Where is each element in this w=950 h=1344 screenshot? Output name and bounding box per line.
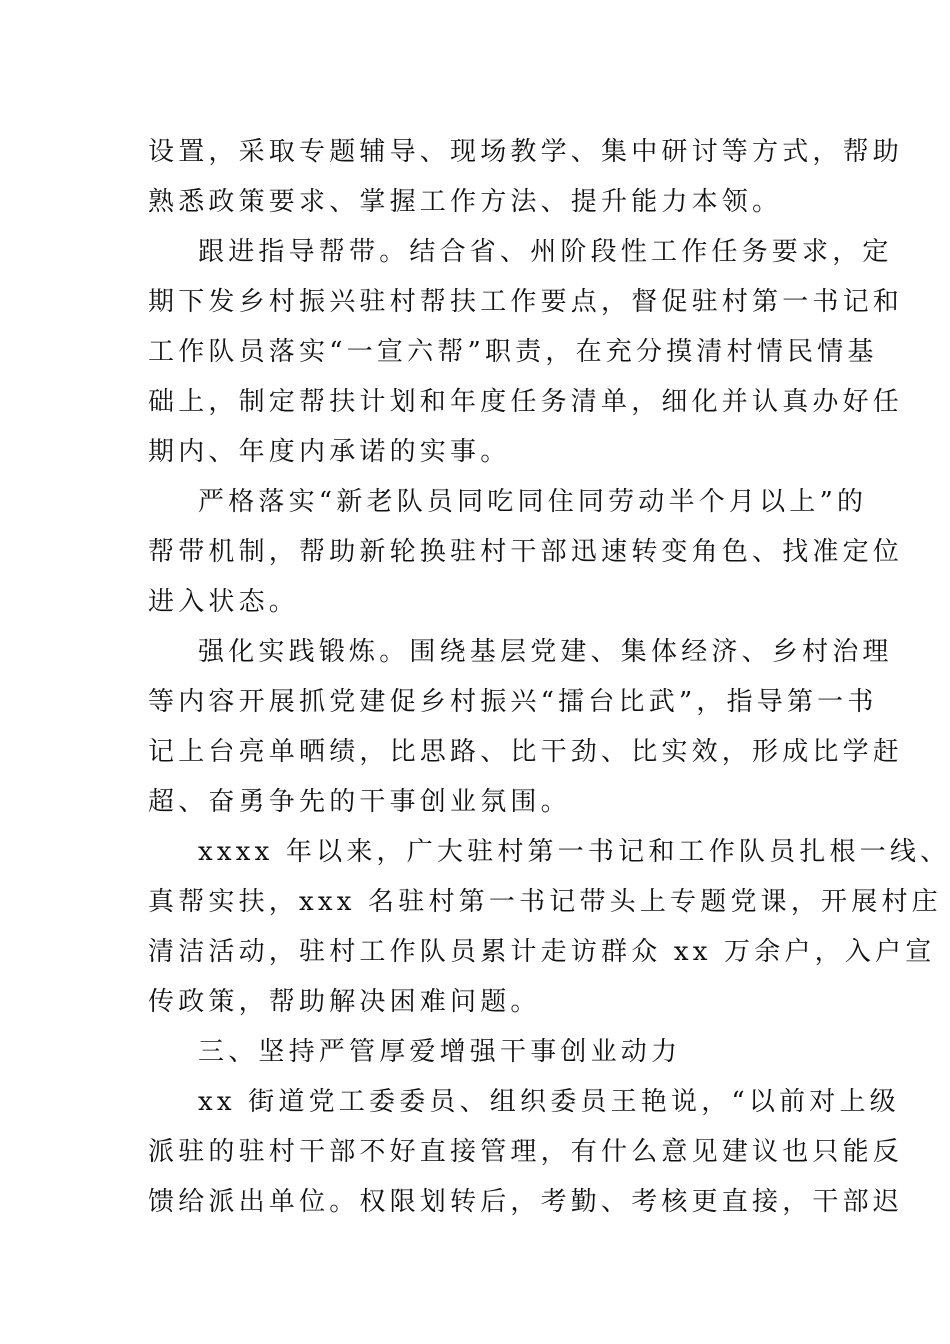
text-line: 设置，采取专题辅导、现场教学、集中研讨等方式，帮助 — [148, 137, 904, 167]
section-heading: 三、坚持严管厚爱增强干事创业动力 — [198, 1037, 682, 1067]
text-line: 超、奋勇争先的干事创业氛围。 — [148, 787, 571, 817]
text-line: 等内容开展抓党建促乡村振兴“擂台比武”，指导第一书 — [148, 687, 878, 717]
text-line: 进入状态。 — [148, 587, 300, 617]
paragraph-first-line: 强化实践锻炼。围绕基层党建、集体经济、乡村治理 — [198, 637, 893, 667]
text-line: 熟悉政策要求、掌握工作方法、提升能力本领。 — [148, 187, 783, 217]
text-line: 期内、年度内承诺的实事。 — [148, 437, 511, 467]
text-line: 派驻的驻村干部不好直接管理，有什么意见建议也只能反 — [148, 1137, 904, 1167]
text-line: 馈给派出单位。权限划转后，考勤、考核更直接，干部迟 — [148, 1187, 904, 1217]
paragraph-first-line: xx 街道党工委委员、组织委员王艳说，“以前对上级 — [198, 1087, 900, 1117]
text-line: 工作队员落实“一宣六帮”职责，在充分摸清村情民情基 — [148, 337, 878, 367]
text-line: 期下发乡村振兴驻村帮扶工作要点，督促驻村第一书记和 — [148, 287, 904, 317]
text-line: 帮带机制，帮助新轮换驻村干部迅速转变角色、找准定位 — [148, 537, 904, 567]
text-line: 础上，制定帮扶计划和年度任务清单，细化并认真办好任 — [148, 387, 904, 417]
paragraph-first-line: xxxx 年以来，广大驻村第一书记和工作队员扎根一线、 — [198, 837, 950, 867]
text-line: 清洁活动，驻村工作队员累计走访群众 xx 万余户，入户宣 — [148, 937, 936, 967]
text-line: 记上台亮单晒绩，比思路、比干劲、比实效，形成比学赶 — [148, 737, 904, 767]
text-line: 真帮实扶，xxx 名驻村第一书记带头上专题党课，开展村庄 — [148, 887, 942, 917]
paragraph-first-line: 严格落实“新老队员同吃同住同劳动半个月以上”的 — [198, 487, 868, 517]
text-line: 传政策，帮助解决困难问题。 — [148, 987, 541, 1017]
paragraph-first-line: 跟进指导帮带。结合省、州阶段性工作任务要求，定 — [198, 237, 893, 267]
